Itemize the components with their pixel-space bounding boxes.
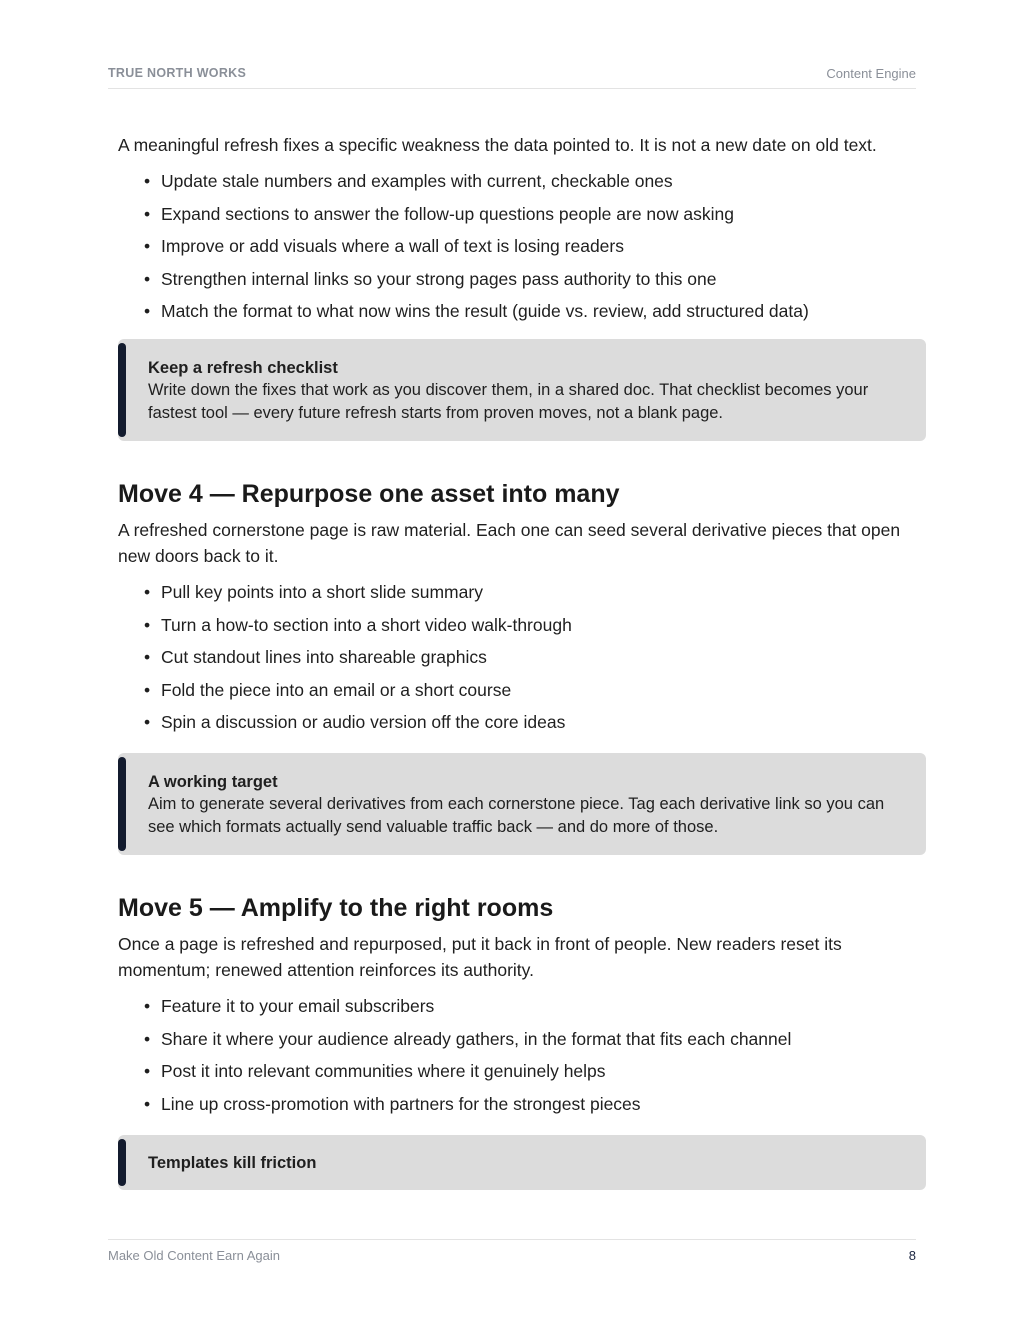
section-heading: Move 4 — Repurpose one asset into many [118,480,620,508]
section-heading: Move 5 — Amplify to the right rooms [118,894,554,922]
bullet-icon: • [144,203,151,224]
bullet-icon: • [144,236,151,257]
page-header [108,66,916,89]
list-item: • Improve or add visuals where a wall of text is losing readers [144,236,624,257]
bullet-icon: • [144,268,151,289]
bullet-icon: • [144,1061,151,1082]
move5-bullet-list [118,995,926,1115]
list-item: • Spin a discussion or audio version off the core ideas [144,712,566,733]
list-item: • Fold the piece into an email or a short course [144,679,512,700]
bullet-icon: • [144,614,151,635]
intro-bullet-list [118,170,926,322]
list-item: • Turn a how-to section into a short video walk-through [144,614,572,635]
page-footer [108,1239,916,1270]
list-item: • Match the format to what now wins the result (guide vs. review, add structured data) [144,301,809,322]
callout-title: A working target [148,773,278,791]
move4-section [118,479,926,744]
move4-bullet-list [118,581,926,733]
list-item: • Expand sections to answer the follow-up questions people are now asking [144,203,734,224]
bullet-icon: • [144,582,151,602]
bullet-icon: • [144,679,151,700]
callout-accent-bar [118,1139,126,1186]
bullet-icon: • [144,1093,151,1114]
callout-working-target [118,753,926,855]
list-item: • Update stale numbers and examples with current, checkable ones [144,171,673,191]
list-item: • Post it into relevant communities where it genuinely helps [144,1061,606,1082]
callout-body: Write down the fixes that work as you discover them, in a shared doc. That checklist becomes your fastest tool — every future refresh starts from proven moves, not a blank page. [148,381,869,422]
list-item: • Line up cross-promotion with partners for the strongest pieces [144,1093,641,1114]
page-number: 8 [908,1248,916,1263]
list-item: • Pull key points into a short slide summary [144,582,483,602]
bullet-icon: • [144,301,151,322]
list-item: • Share it where your audience already gathers, in the format that fits each channel [144,1028,792,1049]
callout-body: Aim to generate several derivatives from each cornerstone piece. Tag each derivative link so you can see which formats actually send valuable traffic back — and do more of those. [148,795,885,836]
list-item: • Feature it to your email subscribers [144,996,435,1016]
section-paragraph: A refreshed cornerstone page is raw material. Each one can seed several derivative pieces that open new doors back to it. [118,520,901,566]
callout-templates [118,1135,926,1190]
intro-section [118,132,926,333]
intro-paragraph: A meaningful refresh fixes a specific weakness the data pointed to. It is not a new date on old text. [118,135,877,155]
list-item: • Cut standout lines into shareable graphics [144,647,487,668]
list-item: • Strengthen internal links so your strong pages pass authority to this one [144,268,717,289]
move5-section [118,893,926,1125]
bullet-icon: • [144,171,151,191]
bullet-icon: • [144,996,151,1016]
bullet-icon: • [144,712,151,733]
footer-title: Make Old Content Earn Again [108,1248,280,1263]
callout-title: Templates kill friction [148,1154,317,1172]
callout-accent-bar [118,343,126,437]
bullet-icon: • [144,1028,151,1049]
section-name: Content Engine [826,66,916,81]
callout-refresh-checklist [118,339,926,441]
section-paragraph: Once a page is refreshed and repurposed, put it back in front of people. New readers reset its momentum; renewed attention reinforces its authority. [118,934,842,980]
callout-title: Keep a refresh checklist [148,359,338,377]
callout-accent-bar [118,757,126,851]
bullet-icon: • [144,647,151,668]
brand-name: TRUE NORTH WORKS [108,66,247,80]
